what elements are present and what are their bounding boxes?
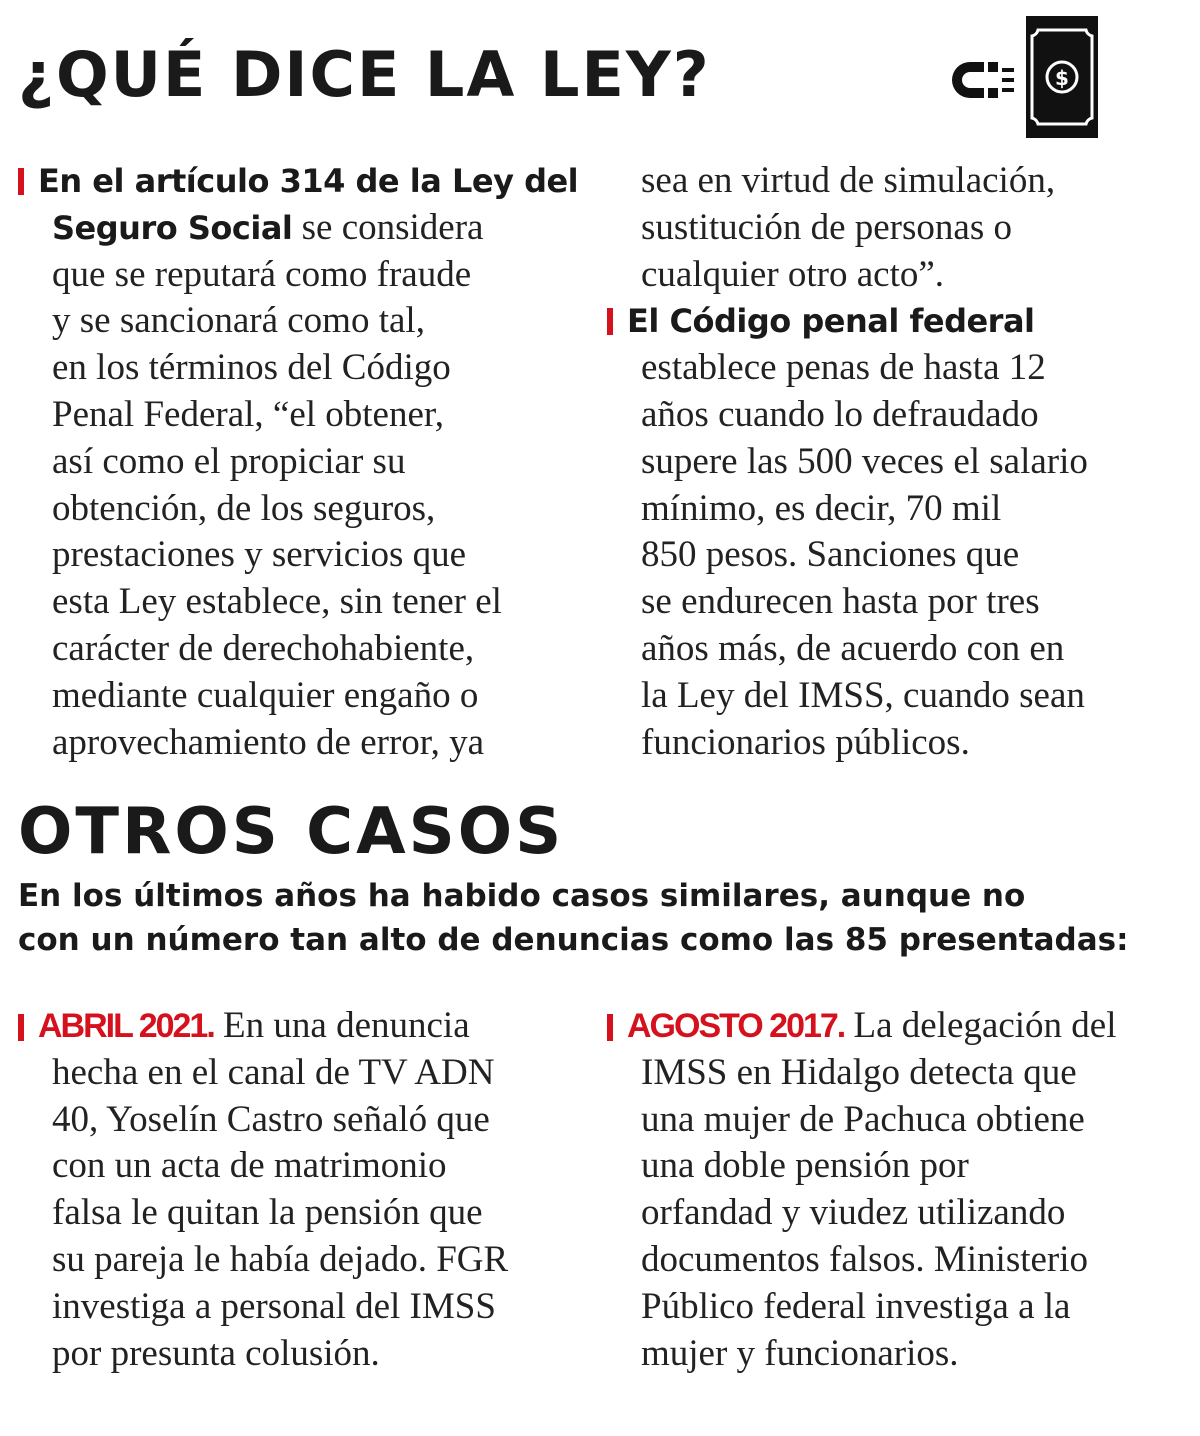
svg-text:$: $ <box>1055 66 1069 90</box>
text-line: sea en virtud de simulación, <box>641 160 1056 201</box>
money-bill-magnet-icon <box>950 14 1102 140</box>
case-agosto-2017 <box>607 1003 1187 1377</box>
text-line: obtención, de los seguros, <box>52 487 436 529</box>
text-line: su pareja le había dejado. FGR <box>52 1238 509 1280</box>
text-line: sustitución de personas o <box>641 206 1012 248</box>
case-abril-2021 <box>18 1003 588 1377</box>
text-line: investiga a personal del IMSS <box>52 1285 496 1327</box>
case-date: AGOSTO 2017. <box>627 1007 845 1045</box>
text-line: carácter de derechohabiente, <box>52 627 475 669</box>
text-run: En una denuncia <box>213 1005 470 1046</box>
text-line: falsa le quitan la pensión que <box>52 1192 483 1234</box>
intro-line: con un número tan alto de denuncias como las 85 presentadas: <box>18 922 1129 958</box>
text-line: prestaciones y servicios que <box>52 534 467 576</box>
text-run: se considera <box>292 206 484 248</box>
text-line: años cuando lo defraudado <box>641 393 1039 435</box>
text-line: que se reputará como fraude <box>52 253 472 295</box>
text-line: Penal Federal, “el obtener, <box>52 393 444 435</box>
text-line: la Ley del IMSS, cuando sean <box>641 674 1085 716</box>
text-line: funcionarios públicos. <box>641 721 970 763</box>
text-line: años más, de acuerdo con en <box>641 627 1065 669</box>
codigo-lead: El Código penal federal <box>627 302 1035 341</box>
text-line: 40, Yoselín Castro señaló que <box>52 1098 490 1140</box>
article-lead: En el artículo 314 de la Ley del <box>38 162 579 200</box>
text-line: mínimo, es decir, 70 mil <box>641 487 1002 529</box>
text-line: mujer y funcionarios. <box>641 1332 959 1374</box>
law-column-left <box>18 158 588 766</box>
text-run: La delegación del <box>844 1005 1117 1046</box>
text-line: 850 pesos. Sanciones que <box>641 534 1020 576</box>
article-lead-cont: Seguro Social <box>52 208 293 247</box>
text-line: cualquier otro acto”. <box>641 253 945 295</box>
text-line: así como el propiciar su <box>52 440 406 482</box>
text-line: y se sancionará como tal, <box>52 300 425 342</box>
text-line: se endurecen hasta por tres <box>641 581 1040 623</box>
intro-line: En los últimos años ha habido casos similares, aunque no <box>18 878 1026 914</box>
text-line: en los términos del Código <box>52 347 451 389</box>
case-date: ABRIL 2021. <box>38 1007 214 1045</box>
text-line: una mujer de Pachuca obtiene <box>641 1098 1085 1140</box>
text-line: por presunta colusión. <box>52 1332 380 1374</box>
text-line: aprovechamiento de error, ya <box>52 721 485 763</box>
section-title-ley: ¿QUÉ DICE LA LEY? <box>18 38 711 111</box>
bullet-bar <box>18 168 24 195</box>
bullet-bar <box>607 1014 613 1041</box>
text-line: orfandad y viudez utilizando <box>641 1192 1066 1234</box>
text-line: con un acta de matrimonio <box>52 1145 447 1187</box>
bullet-bar <box>607 308 613 335</box>
text-line: Público federal investiga a la <box>641 1285 1071 1327</box>
text-line: documentos falsos. Ministerio <box>641 1238 1089 1280</box>
text-line: establece penas de hasta 12 <box>641 347 1046 389</box>
cases-intro <box>18 874 1178 962</box>
text-line: esta Ley establece, sin tener el <box>52 581 502 623</box>
text-line: mediante cualquier engaño o <box>52 674 479 716</box>
section-title-otros-casos: OTROS CASOS <box>18 795 565 869</box>
text-line: una doble pensión por <box>641 1145 969 1187</box>
law-column-right <box>607 158 1187 766</box>
text-line: IMSS en Hidalgo detecta que <box>641 1051 1077 1093</box>
bullet-bar <box>18 1014 24 1041</box>
text-line: supere las 500 veces el salario <box>641 440 1088 482</box>
text-line: hecha en el canal de TV ADN <box>52 1051 495 1093</box>
